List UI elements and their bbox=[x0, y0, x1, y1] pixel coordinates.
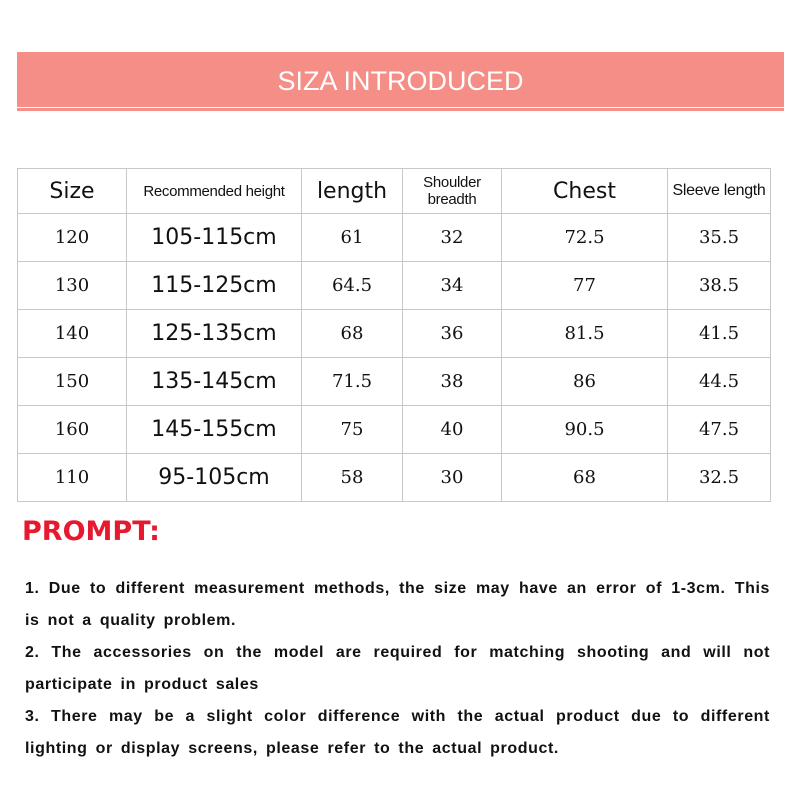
cell-length: 71.5 bbox=[302, 358, 403, 406]
cell-length: 68 bbox=[302, 310, 403, 358]
table-row bbox=[18, 214, 771, 262]
cell-chest: 68 bbox=[502, 454, 668, 502]
note-item: 1. Due to different measurement methods, the size may have an error of 1-3cm. This is not a quality problem. bbox=[25, 580, 770, 629]
cell-chest: 86 bbox=[502, 358, 668, 406]
cell-shoulder: 34 bbox=[403, 262, 502, 310]
header-banner bbox=[17, 52, 784, 107]
header-size: Size bbox=[18, 169, 127, 214]
cell-shoulder: 30 bbox=[403, 454, 502, 502]
cell-shoulder: 32 bbox=[403, 214, 502, 262]
header-sleeve-length: Sleeve length bbox=[668, 169, 771, 214]
header-chest: Chest bbox=[502, 169, 668, 214]
cell-chest: 81.5 bbox=[502, 310, 668, 358]
cell-chest: 77 bbox=[502, 262, 668, 310]
cell-length: 64.5 bbox=[302, 262, 403, 310]
table-row bbox=[18, 262, 771, 310]
cell-height: 105-115cm bbox=[127, 214, 302, 262]
table-row bbox=[18, 310, 771, 358]
cell-shoulder: 40 bbox=[403, 406, 502, 454]
header-recommended-height: Recommended height bbox=[127, 169, 302, 214]
note-item: 3. There may be a slight color difference with the actual product due to different lighting or display screens, please refer to the actual product. bbox=[25, 708, 770, 757]
header-length: length bbox=[302, 169, 403, 214]
cell-height: 95-105cm bbox=[127, 454, 302, 502]
cell-sleeve: 44.5 bbox=[668, 358, 771, 406]
cell-sleeve: 38.5 bbox=[668, 262, 771, 310]
cell-height: 125-135cm bbox=[127, 310, 302, 358]
cell-chest: 90.5 bbox=[502, 406, 668, 454]
table-header-row bbox=[18, 169, 771, 214]
cell-size: 150 bbox=[18, 358, 127, 406]
cell-sleeve: 41.5 bbox=[668, 310, 771, 358]
cell-size: 110 bbox=[18, 454, 127, 502]
banner-title: SIZA INTRODUCED bbox=[277, 66, 524, 96]
cell-length: 58 bbox=[302, 454, 403, 502]
banner-underline bbox=[17, 108, 784, 111]
cell-shoulder: 36 bbox=[403, 310, 502, 358]
cell-size: 130 bbox=[18, 262, 127, 310]
table-row bbox=[18, 406, 771, 454]
cell-chest: 72.5 bbox=[502, 214, 668, 262]
prompt-title: PROMPT: bbox=[22, 516, 160, 547]
cell-length: 61 bbox=[302, 214, 403, 262]
cell-size: 120 bbox=[18, 214, 127, 262]
cell-shoulder: 38 bbox=[403, 358, 502, 406]
header-shoulder-breadth: Shoulder breadth bbox=[403, 169, 502, 214]
cell-height: 115-125cm bbox=[127, 262, 302, 310]
cell-length: 75 bbox=[302, 406, 403, 454]
cell-sleeve: 35.5 bbox=[668, 214, 771, 262]
table-row bbox=[18, 358, 771, 406]
cell-size: 160 bbox=[18, 406, 127, 454]
cell-height: 135-145cm bbox=[127, 358, 302, 406]
note-item: 2. The accessories on the model are required for matching shooting and will not participate in product sales bbox=[25, 644, 770, 693]
cell-sleeve: 32.5 bbox=[668, 454, 771, 502]
cell-sleeve: 47.5 bbox=[668, 406, 771, 454]
size-chart-table bbox=[17, 168, 771, 502]
table-row bbox=[18, 454, 771, 502]
prompt-notes bbox=[25, 573, 770, 765]
cell-height: 145-155cm bbox=[127, 406, 302, 454]
cell-size: 140 bbox=[18, 310, 127, 358]
